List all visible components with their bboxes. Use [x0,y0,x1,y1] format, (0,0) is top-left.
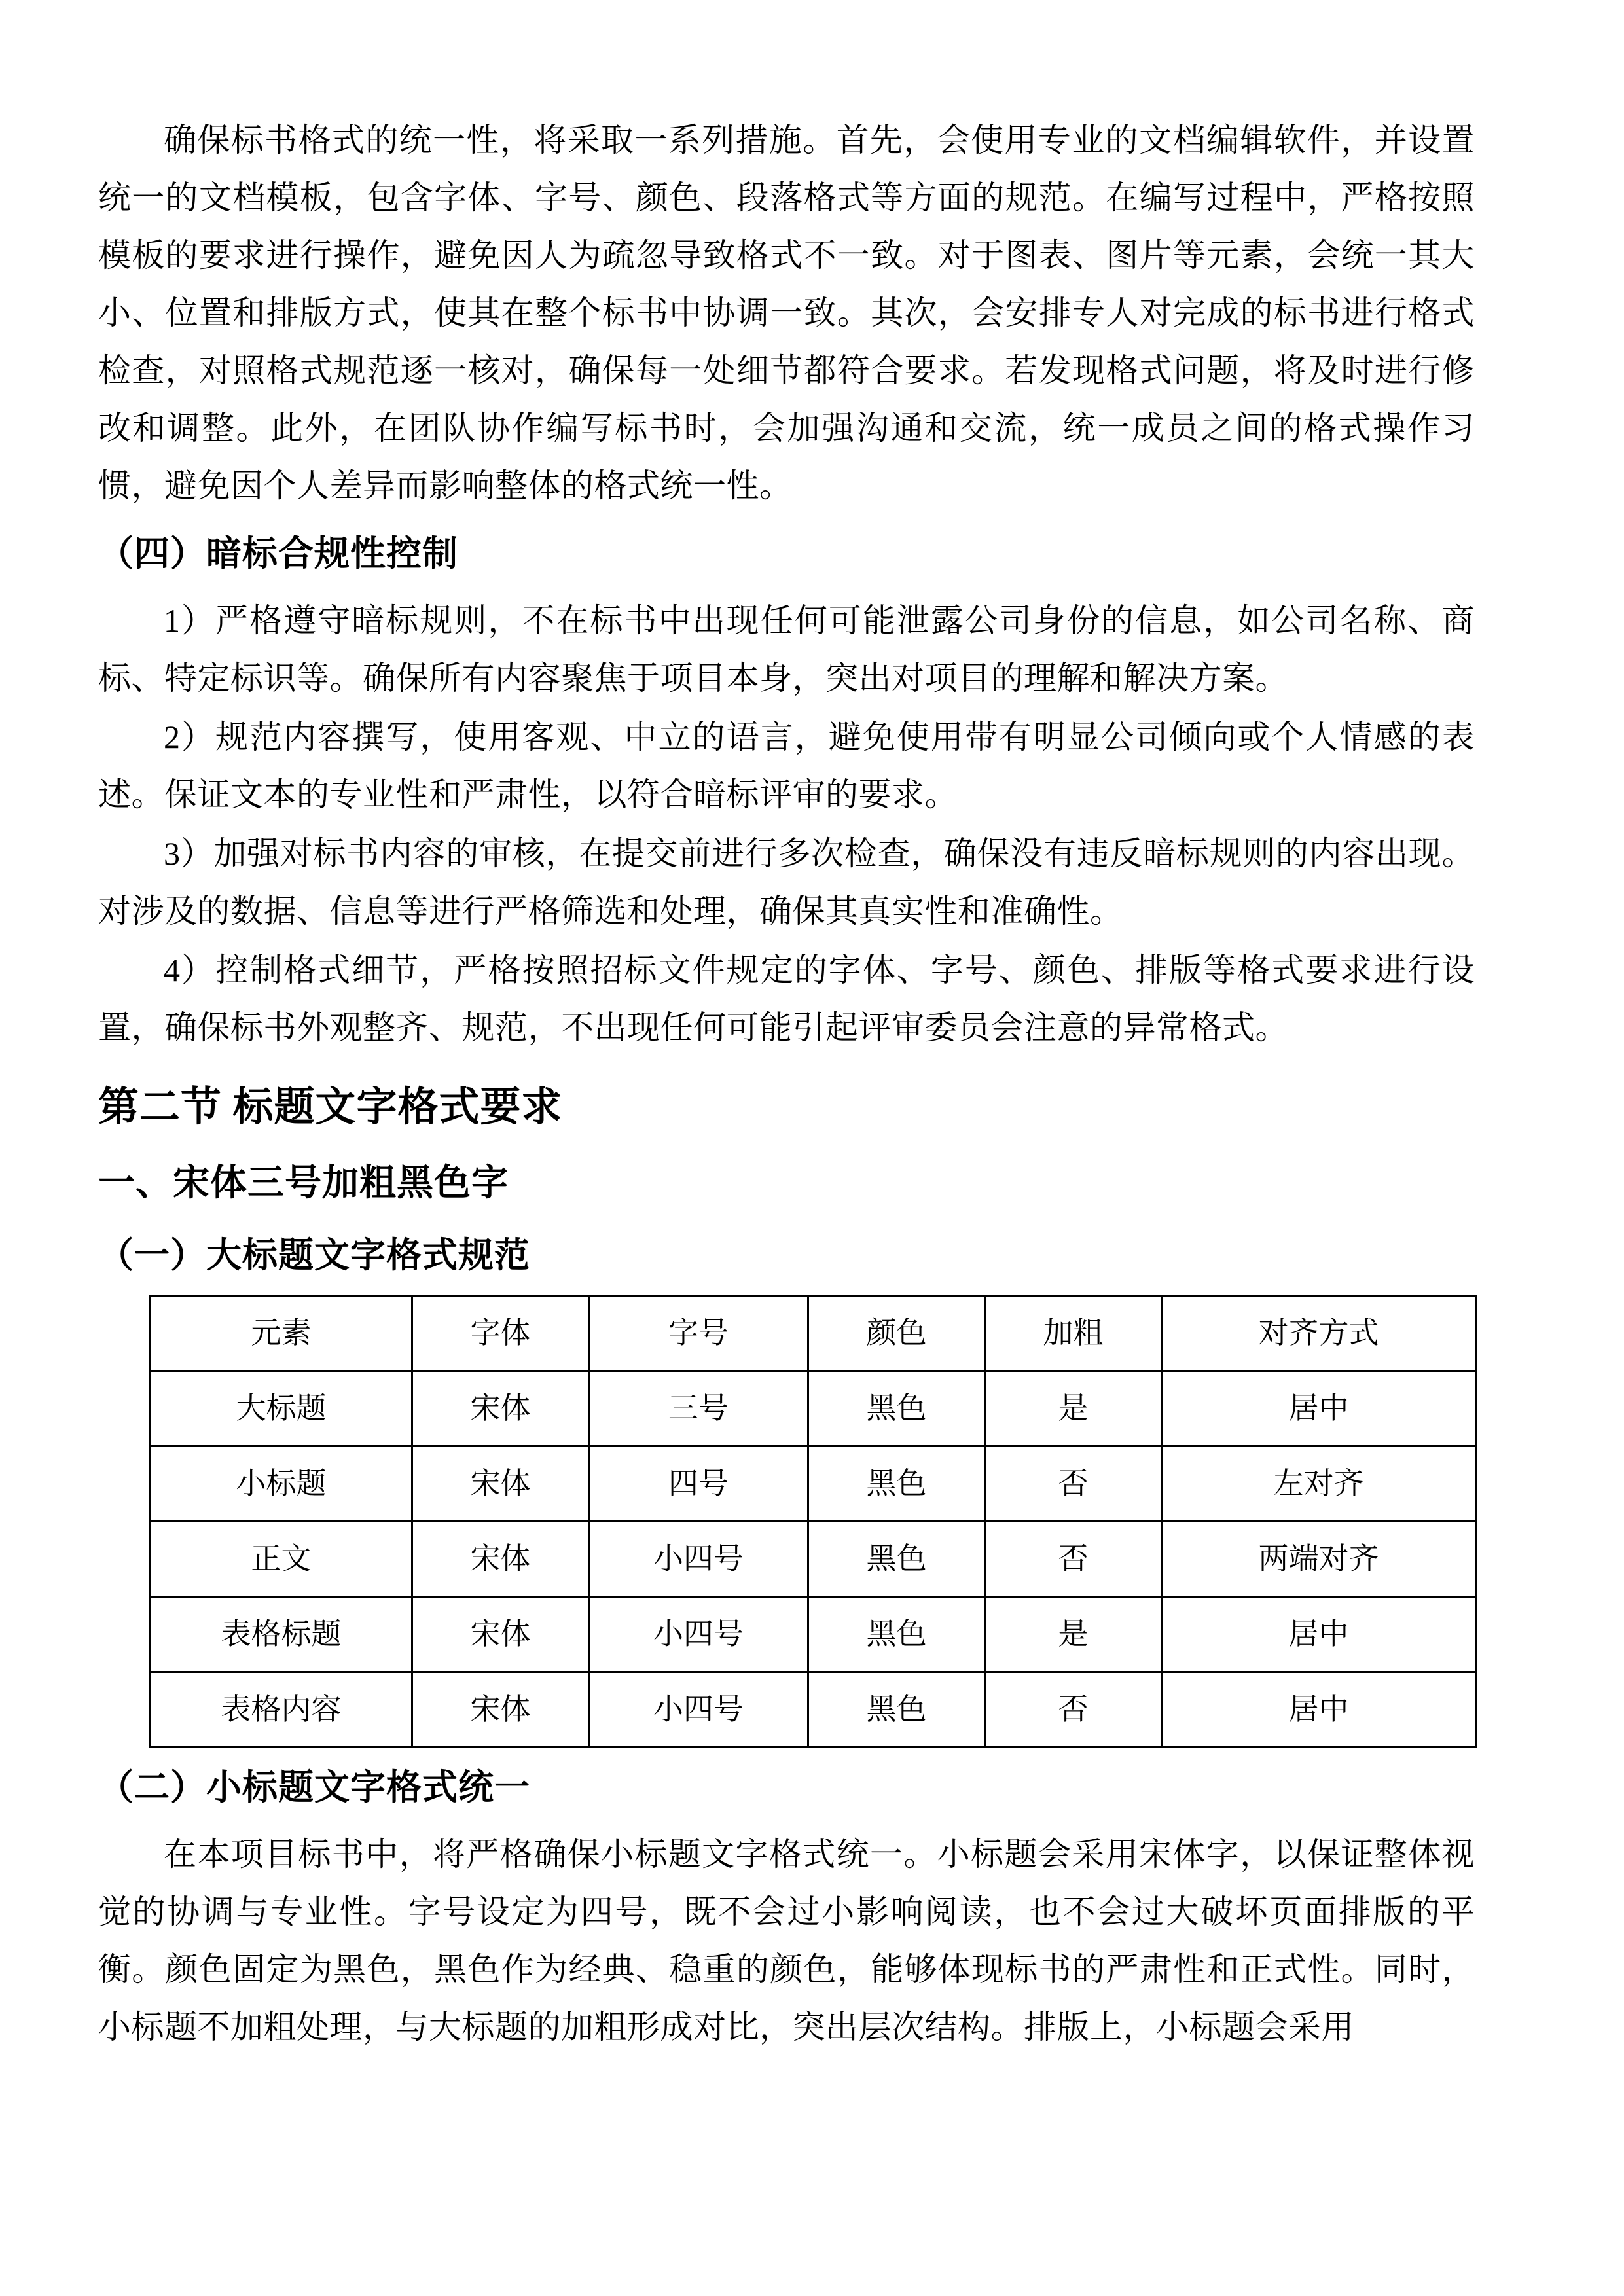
table-header-row [151,1296,1476,1371]
table-cell: 四号 [589,1446,808,1522]
table-cell: 宋体 [412,1446,589,1522]
table-cell: 左对齐 [1162,1446,1476,1522]
table-cell: 是 [985,1371,1162,1446]
table-cell: 三号 [589,1371,808,1446]
table-row [151,1597,1476,1672]
table-cell: 黑色 [808,1597,985,1672]
table-cell: 小四号 [589,1672,808,1748]
table-cell: 宋体 [412,1597,589,1672]
heading-section-two: 第二节 标题文字格式要求 [98,1085,563,1130]
table-header-cell: 对齐方式 [1162,1296,1476,1371]
list-item-1: 1）严格遵守暗标规则，不在标书中出现任何可能泄露公司身份的信息，如公司名称、商标、特定标识等。确保所有内容聚焦于项目本身，突出对项目的理解和解决方案。 [98,602,1475,696]
table-cell: 黑色 [808,1522,985,1597]
heading-anbiao-compliance: （四）暗标合规性控制 [98,534,458,573]
table-cell: 正文 [151,1522,412,1597]
table-row [151,1672,1476,1748]
table-header-cell: 字体 [412,1296,589,1371]
table-cell: 居中 [1162,1371,1476,1446]
table-cell: 宋体 [412,1522,589,1597]
table-cell: 黑色 [808,1446,985,1522]
table-header-cell: 字号 [589,1296,808,1371]
table-cell: 小标题 [151,1446,412,1522]
table-header-cell: 颜色 [808,1296,985,1371]
table-row [151,1371,1476,1446]
table-cell: 否 [985,1522,1162,1597]
table-cell: 宋体 [412,1371,589,1446]
list-item-4: 4）控制格式细节，严格按照招标文件规定的字体、字号、颜色、排版等格式要求进行设置，确保标书外观整齐、规范，不出现任何可能引起评审委员会注意的异常格式。 [98,952,1475,1046]
heading-songti-sanhao: 一、宋体三号加粗黑色字 [98,1163,509,1204]
table-cell: 否 [985,1672,1162,1748]
table-row [151,1446,1476,1522]
heading-small-title-format-unity: （二）小标题文字格式统一 [98,1768,530,1807]
table-row [151,1522,1476,1597]
list-item-3: 3）加强对标书内容的审核，在提交前进行多次检查，确保没有违反暗标规则的内容出现。对涉及的数据、信息等进行严格筛选和处理，确保其真实性和准确性。 [98,835,1475,929]
table-cell: 大标题 [151,1371,412,1446]
table-cell: 黑色 [808,1672,985,1748]
list-item-2: 2）规范内容撰写，使用客观、中立的语言，避免使用带有明显公司倾向或个人情感的表述。保证文本的专业性和严肃性，以符合暗标评审的要求。 [98,719,1475,813]
table-cell: 居中 [1162,1597,1476,1672]
table-cell: 居中 [1162,1672,1476,1748]
table-cell: 表格内容 [151,1672,412,1748]
paragraph-format-unity: 确保标书格式的统一性，将采取一系列措施。首先，会使用专业的文档编辑软件，并设置统一的文档模板，包含字体、字号、颜色、段落格式等方面的规范。在编写过程中，严格按照模板的要求进行操作，避免因人为疏忽导致格式不一致。对于图表、图片等元素，会统一其大小、位置和排版方式，使其在整个标书中协调一致。其次，会安排专人对完成的标书进行格式检查，对照格式规范逐一核对，确保每一处细节都符合要求。若发现格式问题，将及时进行修改和调整。此外，在团队协作编写标书时，会加强沟通和交流，统一成员之间的格式操作习惯，避免因个人差异而影响整体的格式统一性。 [98,122,1475,504]
table-cell: 表格标题 [151,1597,412,1672]
table-header-cell: 加粗 [985,1296,1162,1371]
table-cell: 是 [985,1597,1162,1672]
table-cell: 小四号 [589,1522,808,1597]
table-cell: 黑色 [808,1371,985,1446]
table-header-cell: 元素 [151,1296,412,1371]
table-cell: 否 [985,1446,1162,1522]
table-cell: 小四号 [589,1597,808,1672]
heading-big-title-format-spec: （一）大标题文字格式规范 [98,1236,530,1275]
table-cell: 两端对齐 [1162,1522,1476,1597]
table-cell: 宋体 [412,1672,589,1748]
format-spec-table [149,1295,1477,1748]
paragraph-small-title-format: 在本项目标书中，将严格确保小标题文字格式统一。小标题会采用宋体字，以保证整体视觉的协调与专业性。字号设定为四号，既不会过小影响阅读，也不会过大破坏页面排版的平衡。颜色固定为黑色，黑色作为经典、稳重的颜色，能够体现标书的严肃性和正式性。同时，小标题不加粗处理，与大标题的加粗形成对比，突出层次结构。排版上，小标题会采用 [98,1836,1475,2045]
